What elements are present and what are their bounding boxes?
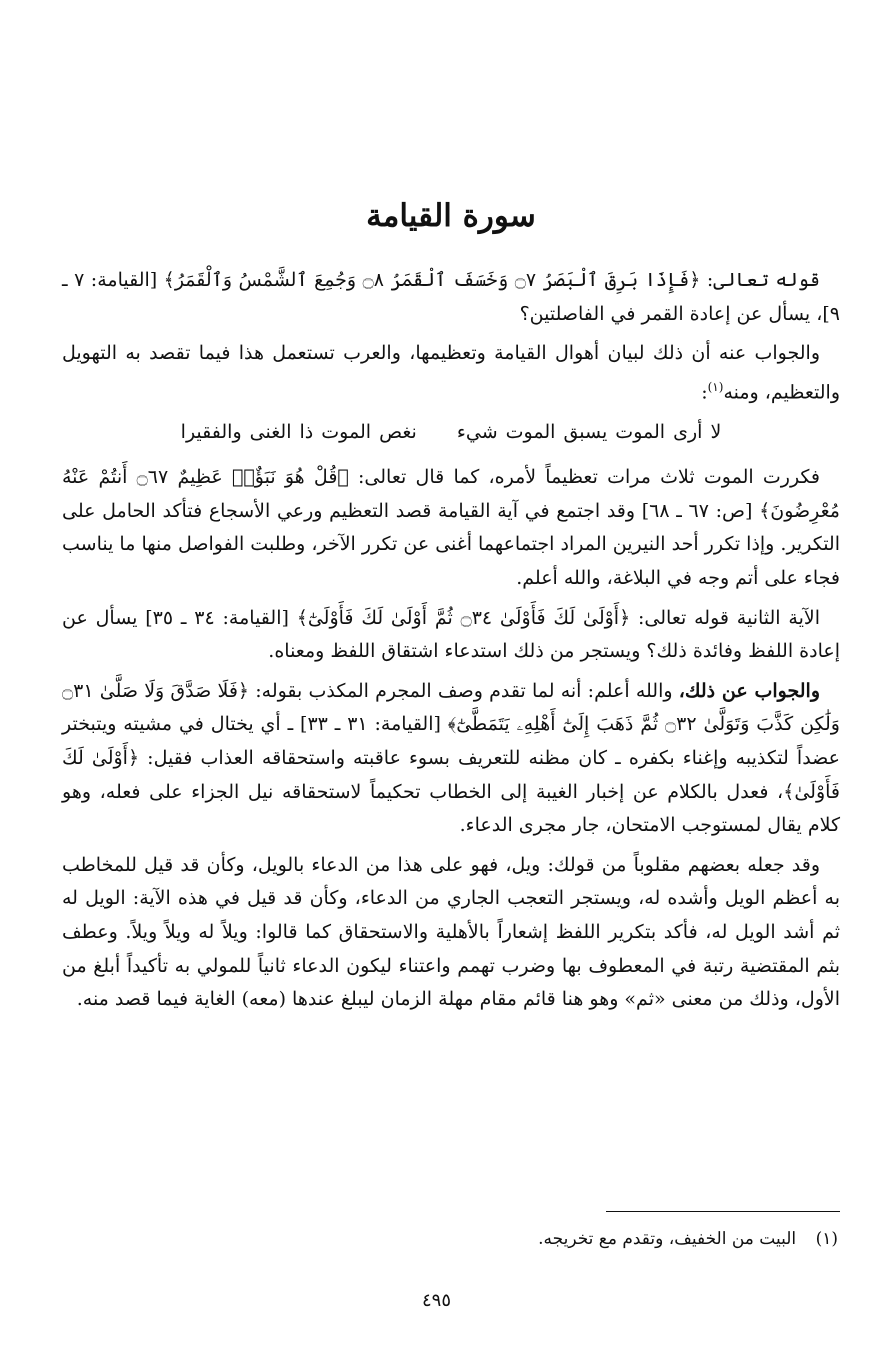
footnote-divider (606, 1211, 840, 1212)
paragraph-5-text: والله أعلم: أنه لما تقدم وصف المجرم المكذب بقوله: ﴿فَلَا صَدَّقَ وَلَا صَلَّىٰ ۝٣١ وَلَٰكِن كَذَّبَ وَتَوَلَّىٰ ۝٣٢ ثُمَّ ذَهَبَ إِلَىٰٓ أَهْلِهِۦ يَتَمَطَّىٰٓ﴾ [القيامة: ٣١ ـ ٣٣] ـ أي يختال في مشيته ويتبختر عضداً لتكذيبه وإغناء بكفره ـ كان مظنه للتعريف بسوء عاقبته واستحقاقه العذاب فقيل: ﴿أَوْلَىٰ لَكَ فَأَوْلَىٰ﴾، فعدل بالكلام عن إخبار الغيبة إلى الخطاب تحكيماً لاستحقاقه نيل الجزاء على فعله، وهو كلام يقال لمستوجب الامتحان، جار مجرى الدعاء. (62, 679, 840, 837)
paragraph-1: قوله تعالى: ﴿فَإِذَا بَرِقَ ٱلْبَصَرُ ۝٧ وَخَسَفَ ٱلْقَمَرُ ۝٨ وَجُمِعَ ٱلشَّمْسُ وَٱلْقَمَرُ﴾ [القيامة: ٧ ـ ٩]، يسأل عن إعادة القمر في الفاصلتين؟ (62, 269, 840, 325)
footnote-number: (١) (815, 1229, 838, 1249)
paragraph-6: وقد جعله بعضهم مقلوباً من قولك: ويل، فهو على هذا من الدعاء بالويل، وكأن قد قيل للمخاطب به أعظم الويل وأشده له، ويستجر التعجب الجاري من الدعاء، وكأن قد قيل في هذه الآية: الويل له ثم أشد الويل له، فأكد بتكرير اللفظ إشعاراً بالأهلية والاستحقاق كما قالوا: ويلاً له ويلاً ويلاً. وعطف بثم المقتضية رتبة في المعطوف بها وضرب تهمم واعتناء ليكون الدعاء ثانياً للمولي به تأكيداً أبلغ من الأول، وذلك من معنى «ثم» وهو هنا قائم مقام مهلة الزمان ليبلغ عندها (معه) الغاية فيما قصد منه. (62, 853, 840, 1011)
verse-second-hemistich: نغص الموت ذا الغنى والفقيرا (180, 420, 417, 443)
poetry-verse (62, 416, 840, 450)
paragraph-2-end: : (701, 381, 708, 404)
page-body (62, 192, 840, 1023)
paragraph-5-lead: والجواب عن ذلك، (678, 679, 820, 702)
paragraph-2 (62, 337, 840, 410)
chapter-title: سورة القيامة (366, 198, 536, 234)
paragraph-4: الآية الثانية قوله تعالى: ﴿أَوْلَىٰ لَكَ فَأَوْلَىٰ ۝٣٤ ثُمَّ أَوْلَىٰ لَكَ فَأَوْلَىٰٓ﴾ [القيامة: ٣٤ ـ ٣٥] يسأل عن إعادة اللفظ وفائدة ذلك؟ ويستجر من ذلك استدعاء اشتقاق اللفظ ومعناه. (62, 606, 840, 663)
footnote-marker[interactable]: (١) (707, 379, 724, 394)
footnote-text: البيت من الخفيف، وتقدم مع تخريجه. (538, 1229, 797, 1249)
footnote (58, 1224, 838, 1254)
paragraph-5 (62, 675, 840, 843)
page-number: ٤٩٥ (421, 1290, 451, 1311)
paragraph-2-text: والجواب عنه أن ذلك لبيان أهوال القيامة وتعظيمها، والعرب تستعمل هذا فيما تقصد به التهويل والتعظيم، ومنه (62, 342, 840, 404)
paragraph-3: فكررت الموت ثلاث مرات تعظيماً لأمره، كما قال تعالى: ﴿قُلْ هُوَ نَبَؤٌا۟ عَظِيمٌ ۝٦٧ أَنتُمْ عَنْهُ مُعْرِضُونَ﴾ [ص: ٦٧ ـ ٦٨] وقد اجتمع في آية القيامة قصد التعظيم ورعي الأسجاع فتأكد الحامل على التكرير. وإذا تكرر أحد النيرين المراد اجتماعهما أغنى عن تكرر الآخر، وطلبت الفواصل منها ما يناسب فجاء على أتم وجه في البلاغة، والله أعلم. (62, 466, 840, 590)
verse-first-hemistich: لا أرى الموت يسبق الموت شيء (456, 420, 722, 443)
